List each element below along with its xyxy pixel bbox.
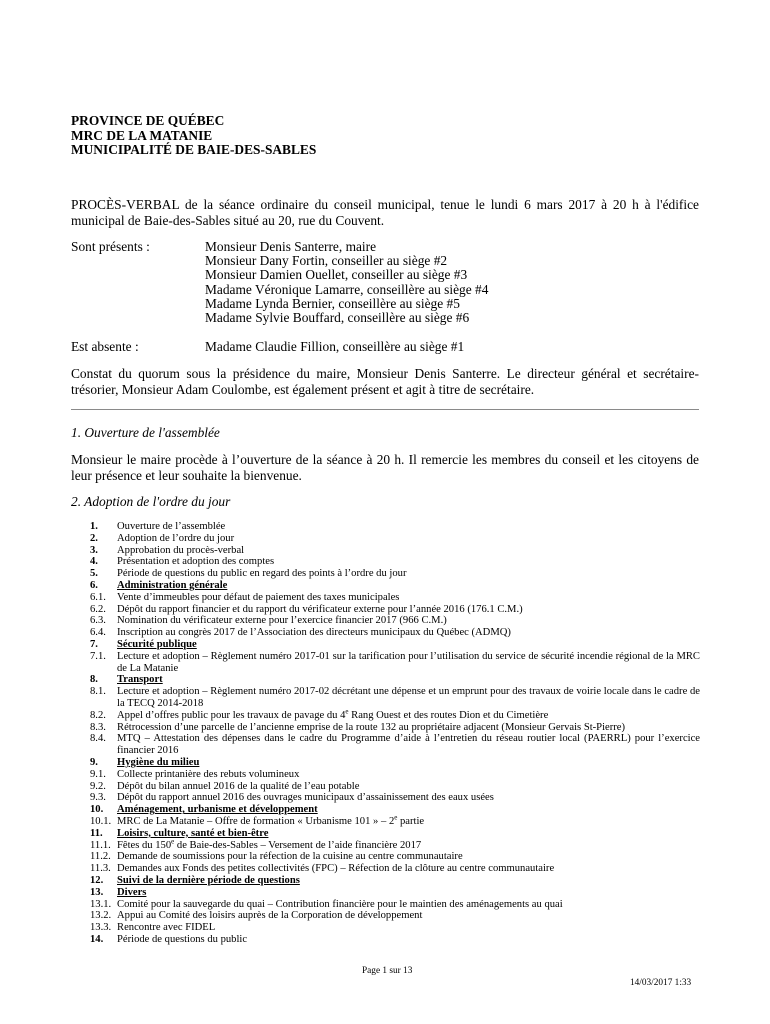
agenda-text-part: Appel d’offres public pour les travaux de pavage du 4 (117, 709, 346, 721)
agenda-text: Lecture et adoption – Règlement numéro 2017-02 décrétant une dépense et un emprunt pour des travaux de voirie locale dans le cadre de la TECQ 2014-2018 (117, 686, 700, 709)
agenda-subitem (90, 813, 700, 828)
agenda-text-part: MRC de La Matanie – Offre de formation « Urbanisme 101 » – 2 (117, 815, 395, 827)
agenda-number: 9. (90, 756, 98, 768)
agenda-text: Rétrocession d’une parcelle de l’ancienne emprise de la route 132 au propriétaire adjacent (Monsieur Gervais St-Pierre) (117, 721, 625, 733)
agenda-text: Demande de soumissions pour la réfection de la cuisine au centre communautaire (117, 851, 463, 863)
agenda-heading-text: Administration générale (117, 579, 228, 591)
agenda-text: Période de questions du public (117, 933, 248, 945)
agenda-heading (90, 674, 700, 686)
agenda-number: 11.2. (90, 851, 111, 863)
document-header (71, 114, 316, 158)
agenda-number: 13. (90, 886, 104, 898)
agenda-subitem (90, 733, 700, 757)
agenda-heading-text: Divers (117, 886, 147, 898)
agenda-number: 8.4. (90, 733, 106, 745)
agenda-text: Ouverture de l’assemblée (117, 521, 226, 532)
agenda-item (90, 521, 700, 533)
superscript: e (394, 813, 398, 822)
agenda-item (90, 934, 700, 946)
agenda-number: 13.1. (90, 898, 112, 910)
agenda-heading (90, 828, 700, 840)
agenda-text: Collecte printanière des rebuts volumineux (117, 768, 300, 780)
agenda-subitem (90, 651, 700, 675)
header-province: PROVINCE DE QUÉBEC (71, 113, 225, 128)
agenda-number: 8.3. (90, 721, 106, 733)
agenda-number: 11.1. (90, 839, 111, 851)
agenda-number: 10.1. (90, 815, 112, 827)
agenda-number: 2. (90, 532, 98, 544)
agenda-number: 6.1. (90, 591, 106, 603)
agenda-subitem (90, 707, 700, 722)
superscript: e (345, 707, 349, 716)
agenda-text: Appui au Comité des loisirs auprès de la Corporation de développement (117, 910, 423, 922)
agenda-text: Dépôt du rapport annuel 2016 des ouvrages municipaux d’assainissement des eaux usées (117, 792, 494, 804)
agenda-text (117, 836, 422, 851)
agenda-text: Dépôt du bilan annuel 2016 de la qualité de l’eau potable (117, 780, 360, 792)
absent-member: Madame Claudie Fillion, conseillère au siège #1 (205, 339, 465, 354)
agenda-heading-text: Hygiène du milieu (117, 756, 200, 768)
agenda-subitem (90, 922, 700, 934)
agenda-item (90, 545, 700, 557)
agenda-item (90, 568, 700, 580)
agenda-number: 9.1. (90, 768, 106, 780)
presents-member: Monsieur Damien Ouellet, conseiller au siège #3 (205, 267, 468, 283)
agenda-subitem (90, 604, 700, 616)
agenda-heading (90, 639, 700, 651)
section-1-title: 1. Ouverture de l'assemblée (71, 425, 220, 440)
agenda-text: Période de questions du public en regard des points à l’ordre du jour (117, 568, 407, 580)
page-number: Page 1 sur 13 (362, 966, 413, 976)
agenda-number: 6.3. (90, 615, 106, 627)
agenda-number: 7. (90, 638, 98, 650)
agenda-subitem (90, 769, 700, 781)
agenda-subitem (90, 615, 700, 627)
agenda-subitem (90, 722, 700, 734)
presents-label: Sont présents : (71, 239, 150, 254)
agenda-heading-text: Loisirs, culture, santé et bien-être (117, 827, 269, 839)
presents-member: Madame Véronique Lamarre, conseillère au siège #4 (205, 281, 489, 297)
agenda-number: 11.3. (90, 863, 111, 875)
agenda-number: 9.3. (90, 792, 106, 804)
superscript: e (171, 836, 175, 845)
agenda-number: 8.1. (90, 686, 106, 698)
agenda-number: 7.1. (90, 650, 106, 662)
agenda-number: 5. (90, 568, 98, 580)
section-2-title: 2. Adoption de l'ordre du jour (71, 494, 231, 509)
agenda-list (90, 521, 700, 946)
agenda-text: Nomination du vérificateur externe pour l’exercice financier 2017 (966 C.M.) (117, 615, 447, 627)
agenda-text (117, 707, 549, 721)
agenda-subitem (90, 851, 700, 863)
header-municipality: MUNICIPALITÉ DE BAIE-DES-SABLES (71, 142, 317, 157)
agenda-heading-text: Transport (117, 674, 163, 686)
agenda-number: 13.3. (90, 922, 112, 934)
agenda-subitem (90, 910, 700, 922)
agenda-heading-text: Sécurité publique (117, 638, 197, 650)
agenda-text: MTQ – Attestation des dépenses dans le cadre du Programme d’aide à l’entretien du réseau routier local (PAERRL) pour l’exercice financier 2016 (117, 733, 700, 757)
agenda-number: 6.4. (90, 627, 106, 639)
agenda-number: 12. (90, 874, 104, 886)
section-1-text: Monsieur le maire procède à l’ouverture de la séance à 20 h. Il remercie les membres du conseil et les citoyens de leur présence et leur souhaite la bienvenue. (71, 452, 699, 483)
presents-member: Monsieur Dany Fortin, conseiller au siège #2 (205, 253, 448, 269)
agenda-text: Comité pour la sauvegarde du quai – Contribution financière pour le maintien des aménagements au quai (117, 898, 563, 910)
agenda-heading (90, 887, 700, 899)
agenda-number: 3. (90, 544, 98, 556)
agenda-text-part: partie (397, 815, 425, 827)
agenda-heading (90, 875, 700, 887)
agenda-text: Rencontre avec FIDEL (117, 922, 216, 934)
intro-paragraph: PROCÈS-VERBAL de la séance ordinaire du conseil municipal, tenue le lundi 6 mars 2017 à 20 h à l'édifice municipal de Baie-des-Sables situé au 20, rue du Couvent. (71, 197, 699, 228)
agenda-text: Inscription au congrès 2017 de l’Association des directeurs municipaux du Québec (ADMQ) (117, 627, 511, 639)
agenda-subitem (90, 836, 700, 852)
agenda-subitem (90, 863, 700, 875)
agenda-text: Approbation du procès-verbal (117, 544, 245, 556)
agenda-number: 13.2. (90, 910, 112, 922)
agenda-heading-text: Suivi de la dernière période de questions (117, 874, 300, 886)
agenda-heading-text: Aménagement, urbanisme et développement (117, 804, 318, 816)
agenda-number: 11. (90, 827, 103, 839)
agenda-subitem (90, 899, 700, 911)
agenda-number: 8.2. (90, 709, 106, 721)
agenda-heading (90, 580, 700, 592)
agenda-text: Vente d’immeubles pour défaut de paiement des taxes municipales (117, 591, 400, 603)
presents-member: Madame Lynda Bernier, conseillère au siège #5 (205, 295, 460, 311)
agenda-text: Présentation et adoption des comptes (117, 556, 275, 568)
agenda-subitem (90, 792, 700, 804)
agenda-number: 10. (90, 804, 104, 816)
agenda-item (90, 556, 700, 568)
print-date: 14/03/2017 1:33 (630, 978, 692, 988)
agenda-number: 6. (90, 579, 98, 591)
agenda-subitem (90, 686, 700, 710)
agenda-text: Dépôt du rapport financier et du rapport du vérificateur externe pour l’année 2016 (176.1 C.M.) (117, 603, 523, 615)
presents-member: Monsieur Denis Santerre, maire (205, 239, 377, 254)
agenda-number: 1. (90, 521, 98, 532)
agenda-text: Lecture et adoption – Règlement numéro 2017-01 sur la tarification pour l’utilisation du service de sécurité incendie régional de la MRC de La Matanie (117, 650, 700, 674)
agenda-subitem (90, 592, 700, 604)
presents-list (205, 240, 488, 325)
agenda-heading (90, 757, 700, 769)
agenda-text: Adoption de l’ordre du jour (117, 532, 235, 544)
agenda-number: 8. (90, 674, 98, 686)
agenda-text (117, 813, 425, 827)
quorum-paragraph: Constat du quorum sous la présidence du maire, Monsieur Denis Santerre. Le directeur général et secrétaire-trésorier, Monsieur Adam Coulombe, est également présent et agit à titre de secrétaire. (71, 366, 699, 397)
agenda-text-part: Fêtes du 150 (117, 839, 172, 851)
presents-member: Madame Sylvie Bouffard, conseillère au siège #6 (205, 310, 470, 326)
agenda-text-part: Rang Ouest et des routes Dion et du Cimetière (348, 709, 549, 721)
agenda-number: 9.2. (90, 780, 106, 792)
header-mrc: MRC DE LA MATANIE (71, 127, 213, 143)
agenda-item (90, 533, 700, 545)
agenda-number: 4. (90, 556, 98, 568)
agenda-text-part: de Baie-des-Sables – Versement de l’aide financière 2017 (174, 839, 422, 851)
agenda-number: 6.2. (90, 603, 106, 615)
horizontal-divider (71, 409, 699, 410)
absent-label: Est absente : (71, 339, 139, 354)
agenda-number: 14. (90, 933, 104, 945)
agenda-text: Demandes aux Fonds des petites collectivités (FPC) – Réfection de la clôture au centre communautaire (117, 863, 555, 875)
agenda-subitem (90, 781, 700, 793)
absent-list (205, 340, 464, 354)
agenda-subitem (90, 627, 700, 639)
